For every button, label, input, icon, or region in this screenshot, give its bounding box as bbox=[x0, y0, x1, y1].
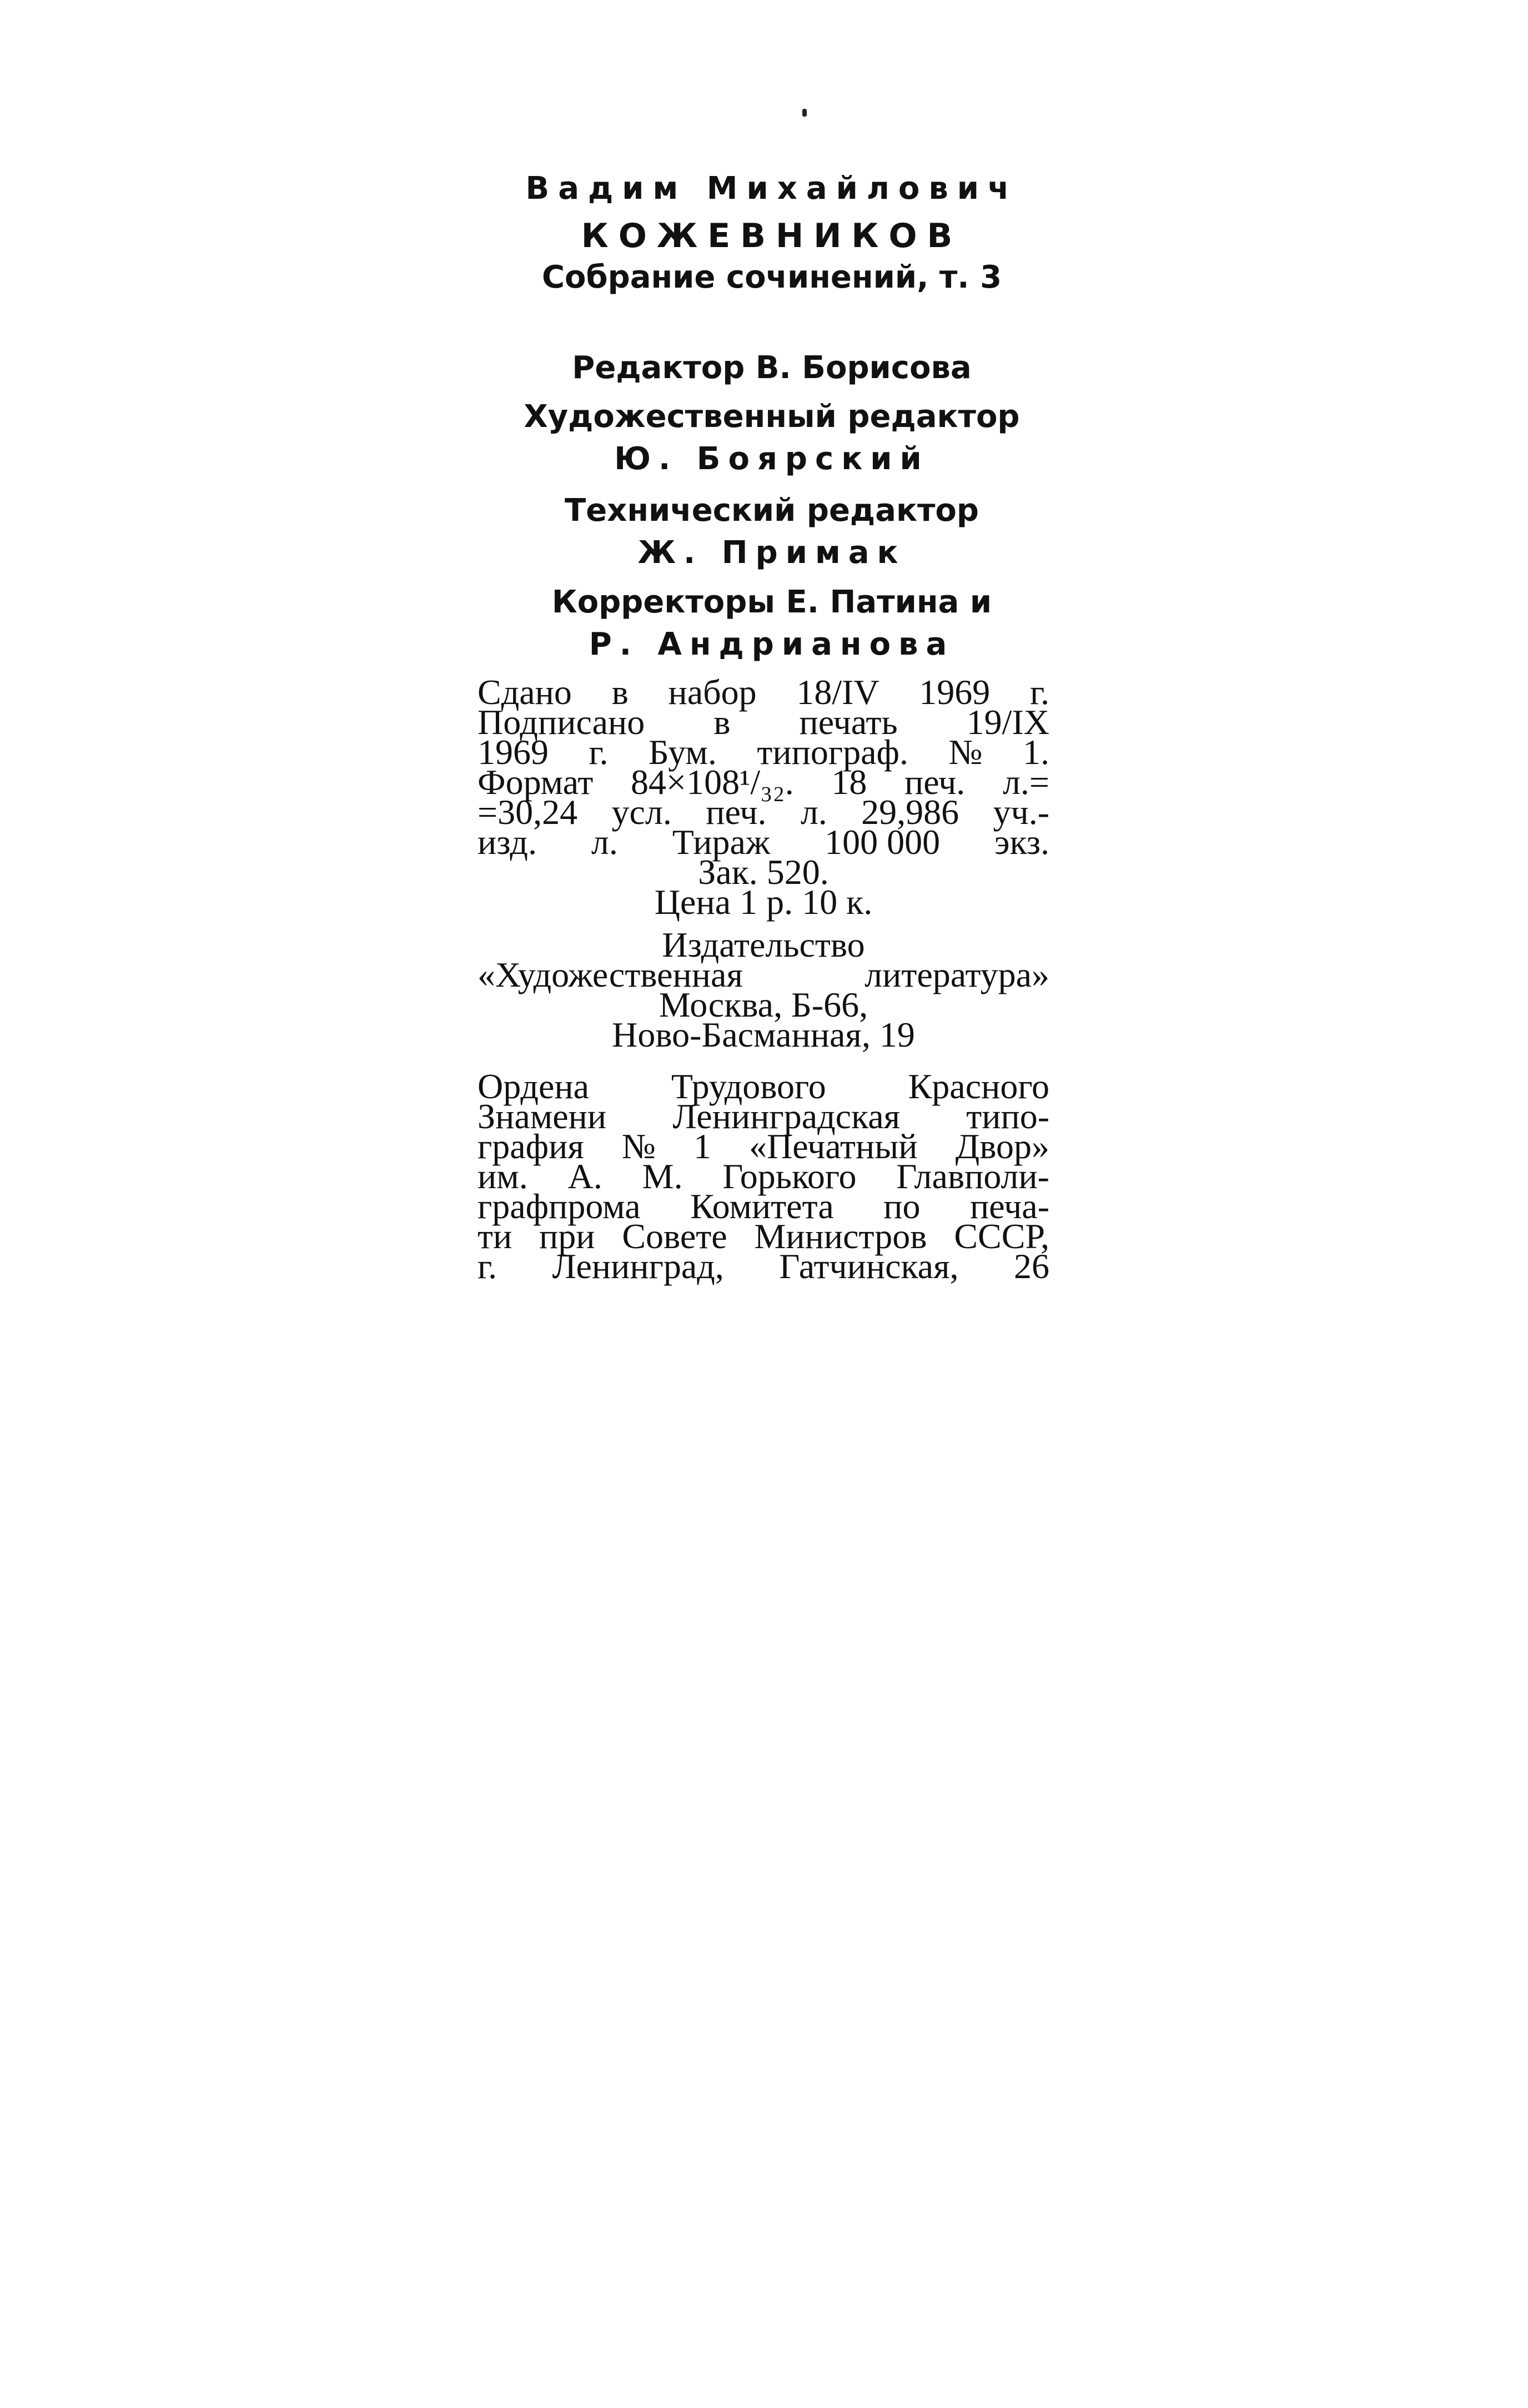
author-surname: КОЖЕВНИКОВ bbox=[581, 217, 963, 255]
print-line: Сдано в набор 18/IV 1969 г. bbox=[478, 672, 1049, 712]
print-line: изд. л. Тираж 100 000 экз. bbox=[478, 822, 1049, 862]
printer-line: Ордена Трудового Красного bbox=[478, 1067, 1049, 1106]
art-editor-name: Ю. Боярский bbox=[614, 441, 929, 477]
work-title: Собрание сочинений, т. 3 bbox=[541, 259, 1002, 295]
proofreaders-line-1: Корректоры Е. Патина и bbox=[551, 584, 992, 620]
printer-line: графия № 1 «Печатный Двор» bbox=[478, 1127, 1049, 1166]
order-number: Зак. 520. bbox=[698, 852, 829, 892]
printer-line: ти при Совете Министров СССР, bbox=[478, 1216, 1049, 1256]
print-line: Формат 84×108¹/₃₂. 18 печ. л.= bbox=[478, 762, 1049, 802]
tech-editor-name: Ж. Примак bbox=[637, 535, 906, 571]
art-editor-title: Художественный редактор bbox=[524, 399, 1020, 435]
print-line: 1969 г. Бум. типограф. № 1. bbox=[478, 732, 1049, 772]
price: Цена 1 р. 10 к. bbox=[654, 882, 873, 922]
printer-line: им. А. М. Горького Главполи- bbox=[478, 1157, 1049, 1196]
ink-mark bbox=[802, 109, 807, 117]
tech-editor-title: Технический редактор bbox=[565, 492, 979, 529]
printer-line: г. Ленинград, Гатчинская, 26 bbox=[478, 1246, 1049, 1286]
printer-line: графпрома Комитета по печа- bbox=[478, 1187, 1049, 1226]
print-line: =30,24 усл. печ. л. 29,986 уч.- bbox=[478, 792, 1049, 832]
publisher-name: «Художественная литература» bbox=[478, 955, 1049, 994]
publisher-address: Ново-Басманная, 19 bbox=[612, 1015, 915, 1054]
author-name: Вадим Михайлович bbox=[525, 170, 1018, 207]
proofreaders-line-2: Р. Андрианова bbox=[589, 626, 955, 662]
publisher-city: Москва, Б-66, bbox=[659, 985, 868, 1024]
print-line: Подписано в печать 19/IX bbox=[478, 702, 1049, 742]
printer-line: Знамени Ленинградская типо- bbox=[478, 1097, 1049, 1136]
editor-credit: Редактор В. Борисова bbox=[572, 350, 972, 386]
publisher-label: Издательство bbox=[662, 925, 865, 964]
